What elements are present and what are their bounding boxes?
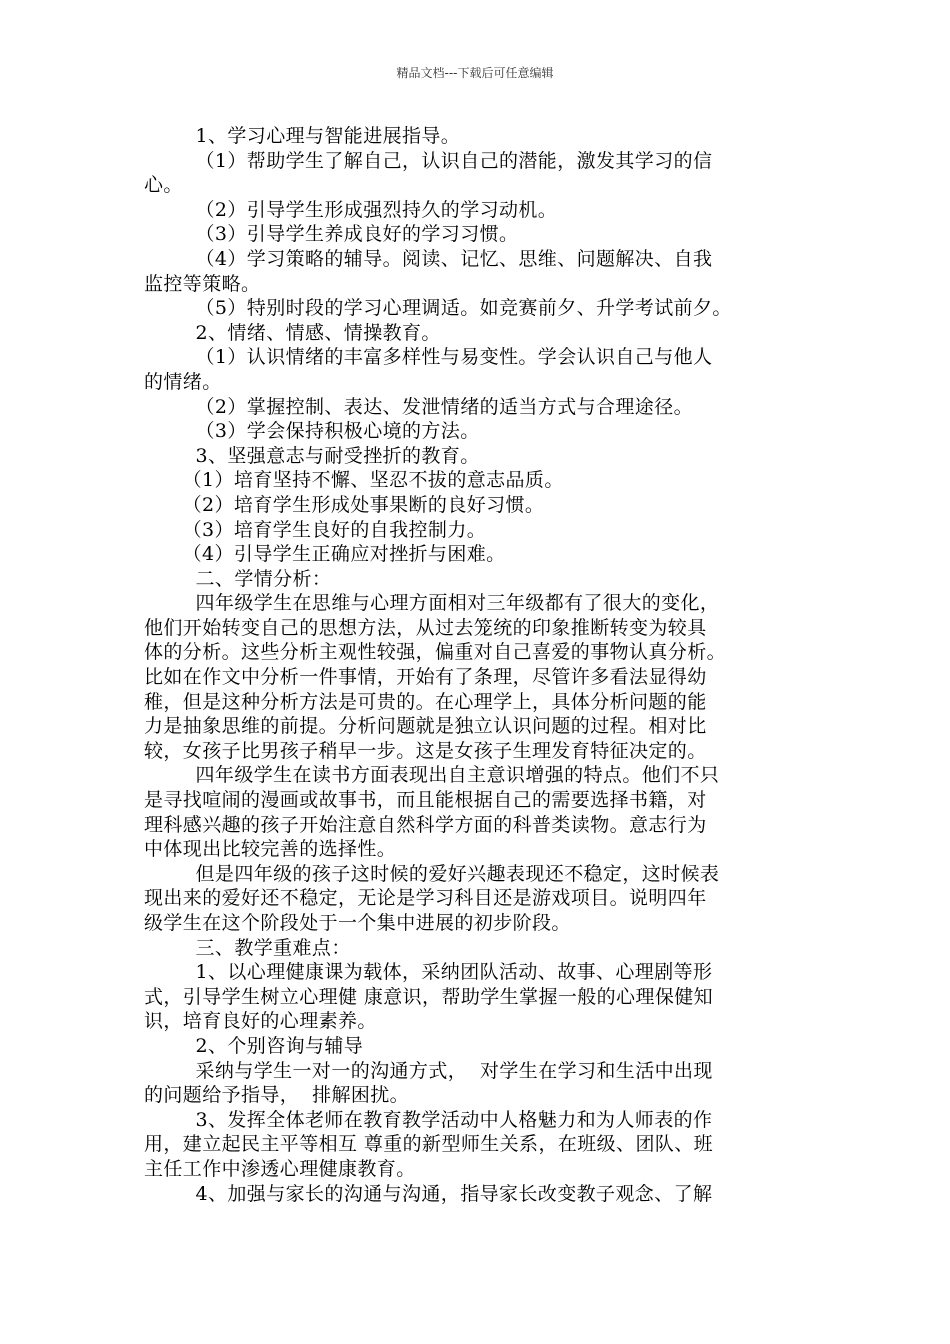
body-line: 但是四年级的孩子这时候的爱好兴趣表现还不稳定，这时候表 (144, 862, 720, 885)
body-line: 心。 (144, 174, 183, 197)
body-line: 3、发挥全体老师在教育教学活动中人格魅力和为人师表的作 (144, 1108, 713, 1131)
body-line: 四年级学生在读书方面表现出自主意识增强的特点。他们不只 (144, 764, 720, 787)
body-line: 2、情绪、情感、情操教育。 (144, 321, 441, 344)
body-line: 4、加强与家长的沟通与沟通，指导家长改变教子观念、了解 (144, 1182, 713, 1205)
body-line: （1）培育坚持不懈、坚忍不拔的意志品质。 (144, 469, 564, 492)
body-line: 2、个别咨询与辅导 (144, 1034, 364, 1057)
body-line: （3）引导学生养成良好的学习习惯。 (144, 223, 519, 246)
body-line: （4）引导学生正确应对挫折与困难。 (144, 543, 506, 566)
body-line: 识，培育良好的心理素养。 (144, 1010, 377, 1033)
body-line: 四年级学生在思维与心理方面相对三年级都有了很大的变化， (144, 592, 720, 615)
body-line: 级学生在这个阶段处于一个集中进展的初步阶段。 (144, 912, 571, 934)
body-line: 体的分析。这些分析主观性较强，偏重对自己喜爱的事物认真分析。 (144, 641, 727, 664)
body-line: 稚，但是这种分析方法是可贵的。在心理学上，具体分析问题的能 (144, 690, 707, 713)
body-line: （3）学会保持积极心境的方法。 (144, 420, 480, 443)
body-line: （1）帮助学生了解自己，认识自己的潜能，激发其学习的信 (144, 149, 713, 172)
body-line: （4）学习策略的辅导。阅读、记忆、思维、问题解决、自我 (144, 247, 713, 270)
body-line: 较，女孩子比男孩子稍早一步。这是女孩子生理发育特征决定的。 (144, 739, 707, 762)
body-line: 他们开始转变自己的思想方法，从过去笼统的印象推断转变为较具 (144, 616, 707, 639)
body-line: （5）特别时段的学习心理调适。如竞赛前夕、升学考试前夕。 (144, 297, 732, 320)
body-line: 力是抽象思维的前提。分析问题就是独立认识问题的过程。相对比 (144, 715, 707, 738)
page-header: 精品文档---下载后可任意编辑 (396, 66, 554, 80)
body-line: 1、以心理健康课为载体，采纳团队活动、故事、心理剧等形 (144, 961, 713, 984)
body-line: （2）掌握控制、表达、发泄情绪的适当方式与合理途径。 (144, 395, 694, 418)
body-line: 理科感兴趣的孩子开始注意自然科学方面的科普类读物。意志行为 (144, 813, 707, 836)
body-line: 主任工作中渗透心理健康教育。 (144, 1157, 416, 1180)
body-line: 用，建立起民主平等相互 尊重的新型师生关系，在班级、团队、班 (144, 1133, 714, 1156)
body-line: 比如在作文中分析一件事情，开始有了条理，尽管许多看法显得幼 (144, 666, 707, 689)
body-line: 三、教学重难点： (144, 936, 351, 959)
body-line: （2）引导学生形成强烈持久的学习动机。 (144, 198, 558, 221)
body-line: 是寻找喧闹的漫画或故事书，而且能根据自己的需要选择书籍，对 (144, 789, 707, 812)
body-line: 采纳与学生一对一的沟通方式， 对学生在学习和生活中出现 (144, 1059, 713, 1082)
body-line: 1、学习心理与智能进展指导。 (144, 125, 461, 147)
body-line: 监控等策略。 (144, 272, 261, 295)
body-line: 现出来的爱好还不稳定，无论是学习科目还是游戏项目。说明四年 (144, 887, 707, 910)
body-line: 中体现出比较完善的选择性。 (144, 838, 397, 861)
body-line: （1）认识情绪的丰富多样性与易变性。学会认识自己与他人 (144, 346, 713, 369)
body-line: 二、学情分析： (144, 567, 332, 590)
body-line: 3、坚强意志与耐受挫折的教育。 (144, 444, 480, 467)
body-line: 式，引导学生树立心理健 康意识，帮助学生掌握一般的心理保健知 (144, 985, 714, 1008)
body-line: （3）培育学生良好的自我控制力。 (144, 518, 487, 541)
body-line: 的问题给予指导， 排解困扰。 (144, 1084, 410, 1107)
body-line: （2）培育学生形成处事果断的良好习惯。 (144, 493, 545, 516)
body-line: 的情绪。 (144, 370, 222, 393)
document-body (144, 124, 806, 1206)
